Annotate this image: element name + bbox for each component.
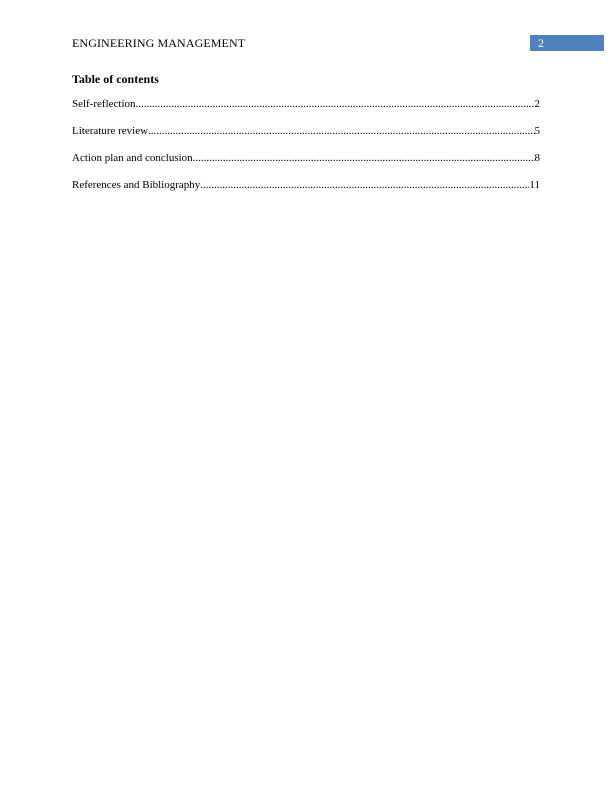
table-of-contents — [72, 97, 540, 205]
toc-entry-label: Self-reflection — [72, 98, 136, 110]
toc-entry-page: 11 — [529, 179, 540, 191]
dot-leader — [136, 97, 535, 111]
toc-entry-literature-review[interactable] — [72, 124, 540, 151]
toc-entry-label: Literature review — [72, 125, 149, 137]
toc-entry-label: Action plan and conclusion — [72, 152, 193, 164]
page-number: 2 — [538, 36, 544, 50]
toc-entry-action-plan[interactable] — [72, 151, 540, 178]
dot-leader — [193, 151, 535, 165]
toc-entry-self-reflection[interactable] — [72, 97, 540, 124]
toc-entry-page: 5 — [534, 125, 540, 137]
toc-entry-label: References and Bibliography — [72, 179, 201, 191]
dot-leader — [200, 178, 529, 192]
toc-entry-page: 8 — [534, 152, 540, 164]
toc-heading: Table of contents — [72, 72, 159, 86]
running-header-title: ENGINEERING MANAGEMENT — [72, 36, 246, 50]
page-number-badge — [530, 35, 604, 51]
toc-entry-references[interactable] — [72, 178, 540, 205]
toc-entry-page: 2 — [534, 98, 540, 110]
dot-leader — [148, 124, 534, 138]
